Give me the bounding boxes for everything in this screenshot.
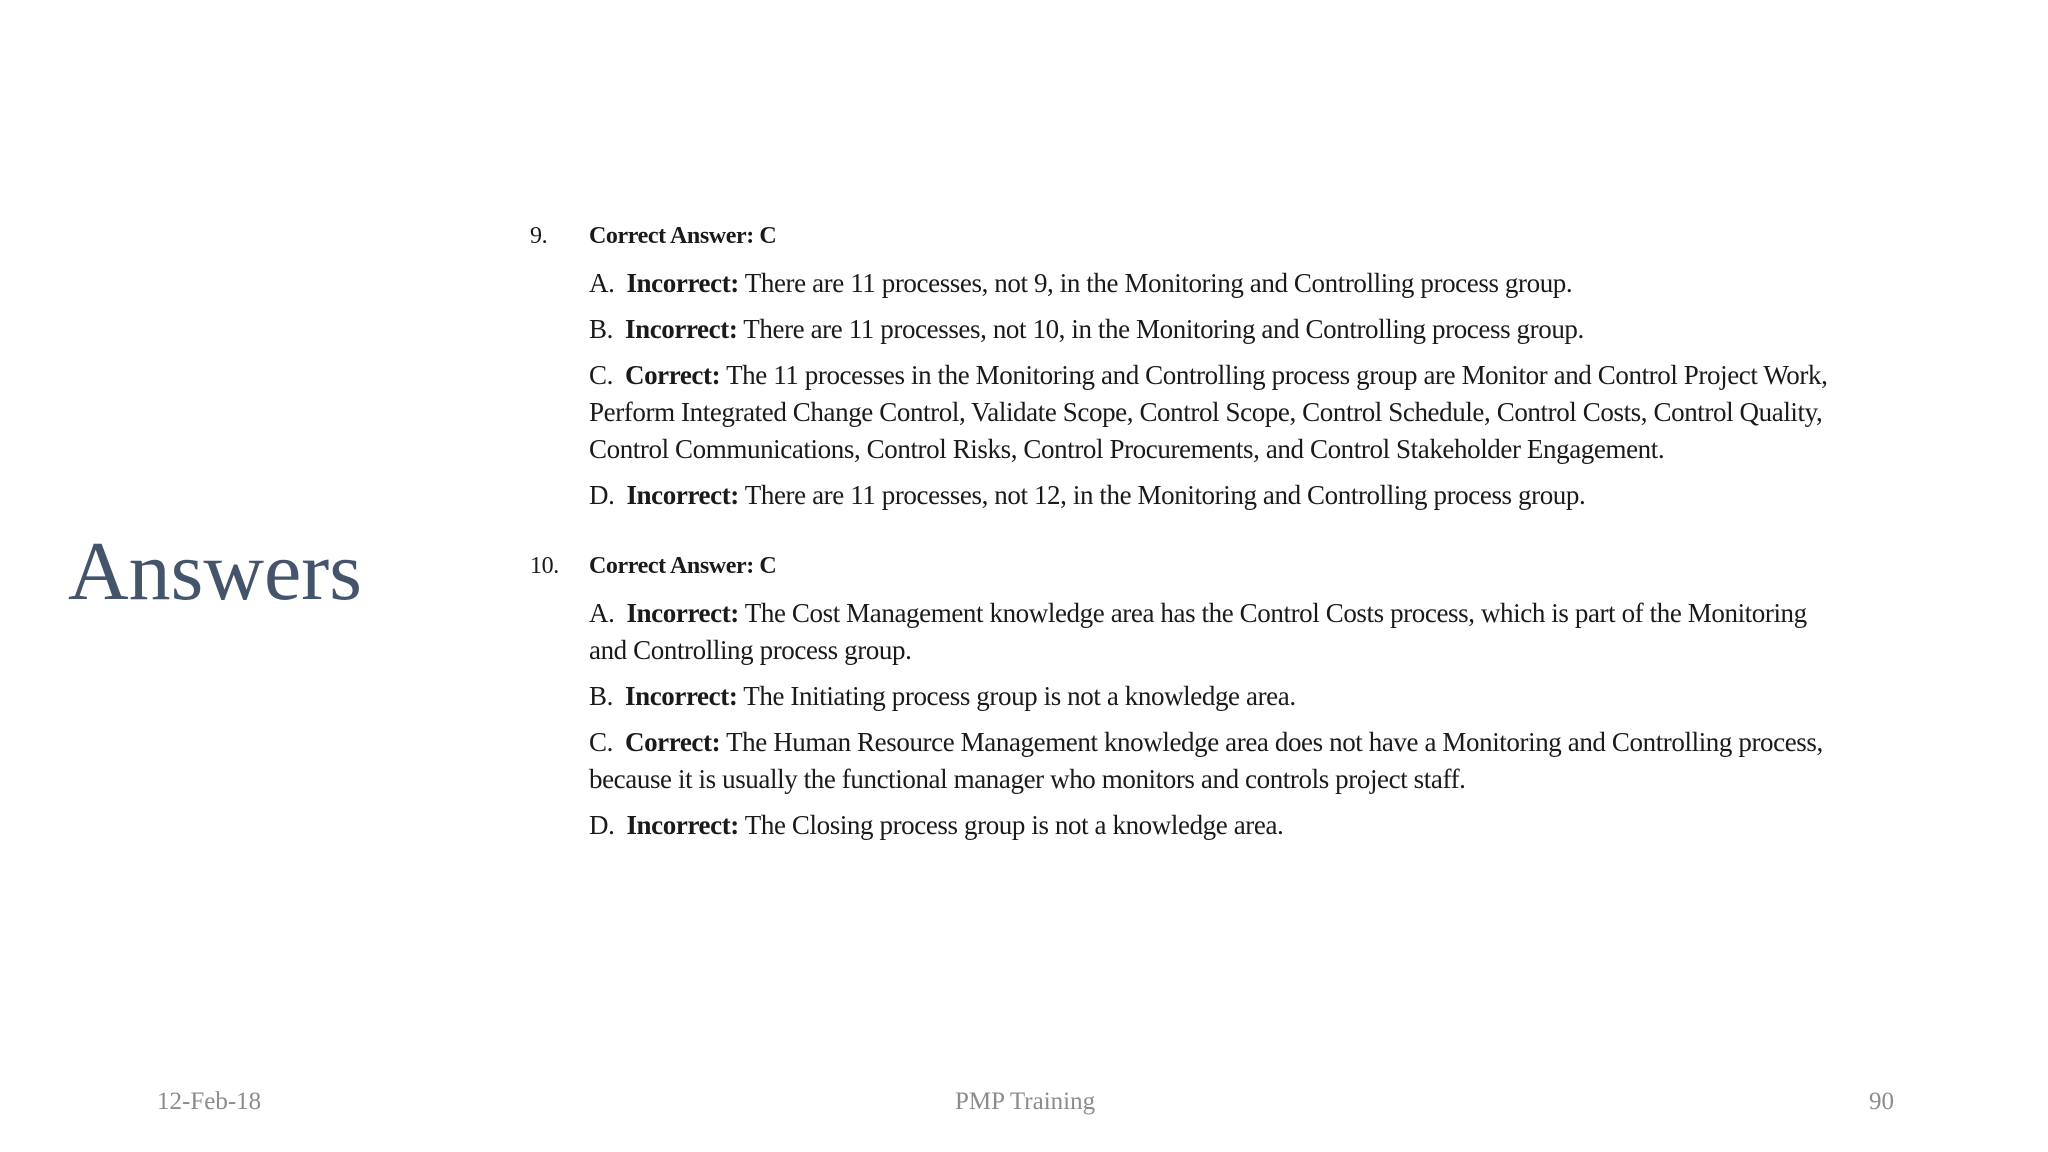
option-text: There are 11 processes, not 10, in the Monitoring and Controlling process group. (743, 314, 1584, 344)
footer-page-number: 90 (1869, 1088, 1894, 1115)
option-c (589, 724, 1830, 798)
option-text: The Initiating process group is not a knowledge area. (743, 681, 1296, 711)
option-letter: A. (589, 268, 615, 298)
option-text: There are 11 processes, not 9, in the Monitoring and Controlling process group. (744, 268, 1573, 298)
option-status: Incorrect: (626, 810, 739, 840)
correct-answer-label: Correct Answer: C (589, 553, 777, 579)
question-10 (530, 548, 1830, 844)
option-letter: C. (589, 727, 613, 757)
footer-title: PMP Training (955, 1088, 1096, 1115)
answers-content (530, 218, 1830, 853)
option-a (589, 265, 1830, 302)
option-b (589, 678, 1830, 715)
option-status: Correct: (624, 360, 721, 390)
option-c (589, 357, 1830, 468)
slide-title: Answers (68, 525, 362, 618)
option-b (589, 311, 1830, 348)
option-text: The Closing process group is not a knowledge area. (744, 810, 1284, 840)
footer-date: 12-Feb-18 (157, 1088, 262, 1115)
option-status: Incorrect: (626, 480, 739, 510)
option-text: There are 11 processes, not 12, in the Monitoring and Controlling process group. (744, 480, 1586, 510)
question-number: 10. (530, 553, 559, 579)
option-status: Incorrect: (624, 314, 738, 344)
option-text: The Human Resource Management knowledge area does not have a Monitoring and Controlling process, because it is usually the functional manager who monitors and controls project staff. (589, 727, 1823, 794)
option-d (589, 477, 1830, 514)
option-text: The Cost Management knowledge area has the Control Costs process, which is part of the Monitoring and Controlling process group. (589, 598, 1807, 665)
option-letter: B. (589, 314, 613, 344)
option-letter: D. (589, 480, 615, 510)
correct-answer-label: Correct Answer: C (589, 223, 777, 249)
option-letter: B. (589, 681, 613, 711)
question-9 (530, 218, 1830, 514)
option-letter: C. (589, 360, 613, 390)
question-header (530, 218, 1830, 255)
option-a (589, 595, 1830, 669)
question-header (530, 548, 1830, 585)
option-letter: D. (589, 810, 615, 840)
option-status: Incorrect: (626, 268, 739, 298)
option-status: Incorrect: (624, 681, 738, 711)
option-status: Incorrect: (626, 598, 739, 628)
option-d (589, 807, 1830, 844)
option-text: The 11 processes in the Monitoring and Controlling process group are Monitor and Control Project Work, Perform Integrated Change Control, Validate Scope, Control Scope, Control Schedule, Control Costs, Control Quality, Control Communications, Control Risks, Control Procurements, and Control Stakeholder Engagement. (589, 360, 1828, 464)
option-status: Correct: (624, 727, 721, 757)
option-letter: A. (589, 598, 615, 628)
question-number: 9. (530, 223, 548, 249)
